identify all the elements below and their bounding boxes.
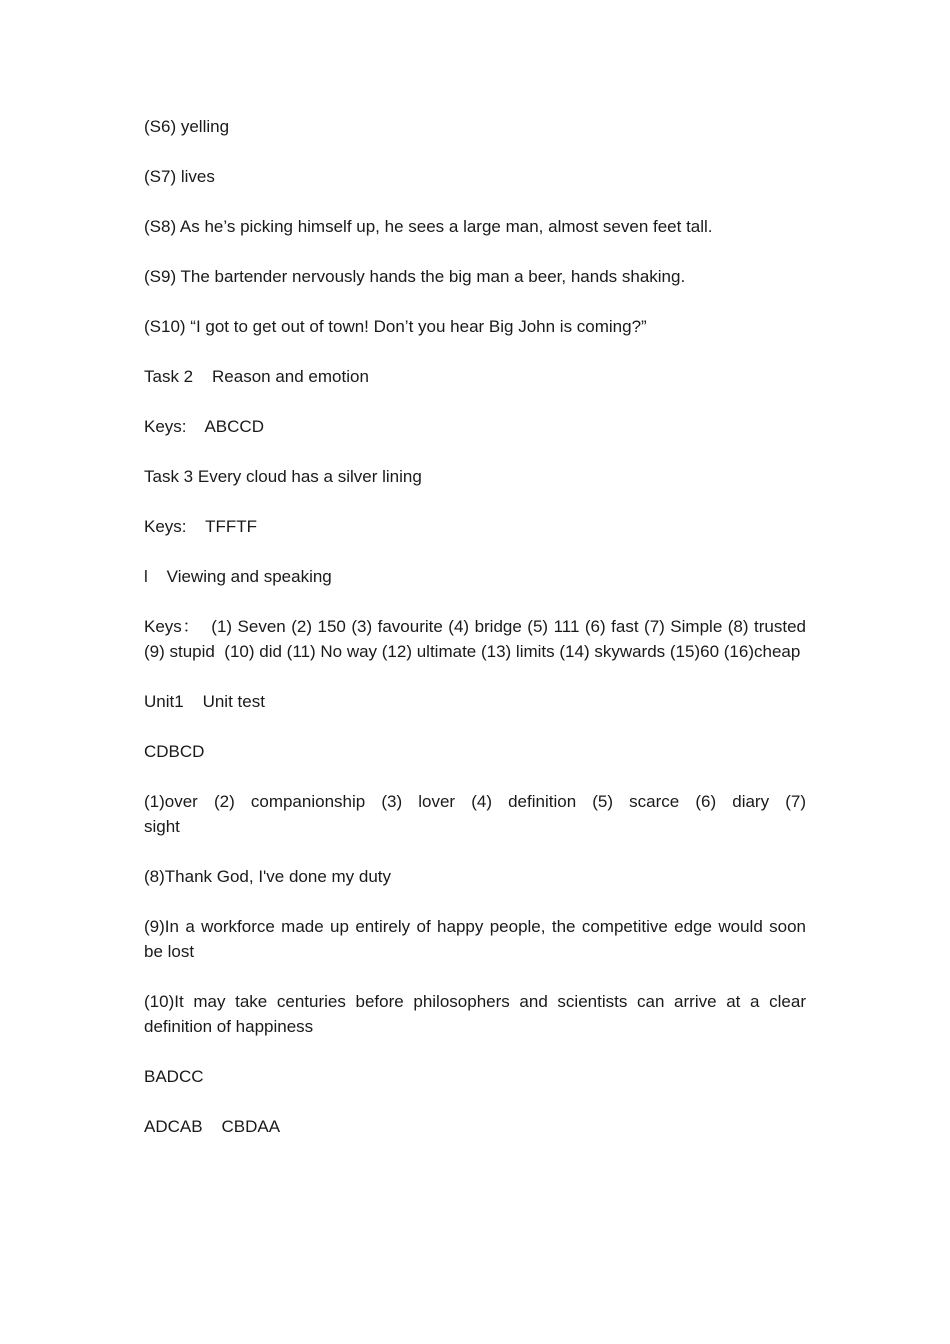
unit-test-answer-10: (10)It may take centuries before philosophers and scientists can arrive at a clear definition of happiness <box>144 992 806 1036</box>
task3-heading: Task 3 Every cloud has a silver lining <box>144 467 422 486</box>
task3-keys: Keys: TFFTF <box>144 517 258 536</box>
viewing-speaking-heading: l Viewing and speaking <box>144 567 332 586</box>
answer-s6: (S6) yelling <box>144 117 230 136</box>
answer-s9: (S9) The bartender nervously hands the big man a beer, hands shaking. <box>144 267 686 286</box>
viewing-speaking-keys: Keys： (1) Seven (2) 150 (3) favourite (4) bridge (5) 111 (6) fast (7) Simple (8) trusted (9) stupid (10) did (11) No way (12) ultimate (13) limits (14) skywards (15)60 (16)cheap <box>144 617 811 661</box>
unit-test-answers-2: BADCC <box>144 1067 204 1086</box>
answer-s8: (S8) As he’s picking himself up, he sees a large man, almost seven feet tall. <box>144 217 713 236</box>
task2-heading: Task 2 Reason and emotion <box>144 367 369 386</box>
answer-s7: (S7) lives <box>144 167 215 186</box>
document-page <box>144 114 811 1164</box>
answer-s10: (S10) “I got to get out of town! Don’t you hear Big John is coming?” <box>144 317 647 336</box>
unit-test-answers-3: ADCAB CBDAA <box>144 1117 281 1136</box>
unit-test-answers-1: CDBCD <box>144 742 205 761</box>
task2-keys: Keys: ABCCD <box>144 417 264 436</box>
unit-test-answer-9: (9)In a workforce made up entirely of happy people, the competitive edge would soon be lost <box>144 917 806 961</box>
unit-test-answer-8: (8)Thank God, I've done my duty <box>144 867 392 886</box>
unit-test-fill-answers: (1)over (2) companionship (3) lover (4) definition (5) scarce (6) diary (7) sight <box>144 792 806 836</box>
unit-test-heading: Unit1 Unit test <box>144 692 265 711</box>
